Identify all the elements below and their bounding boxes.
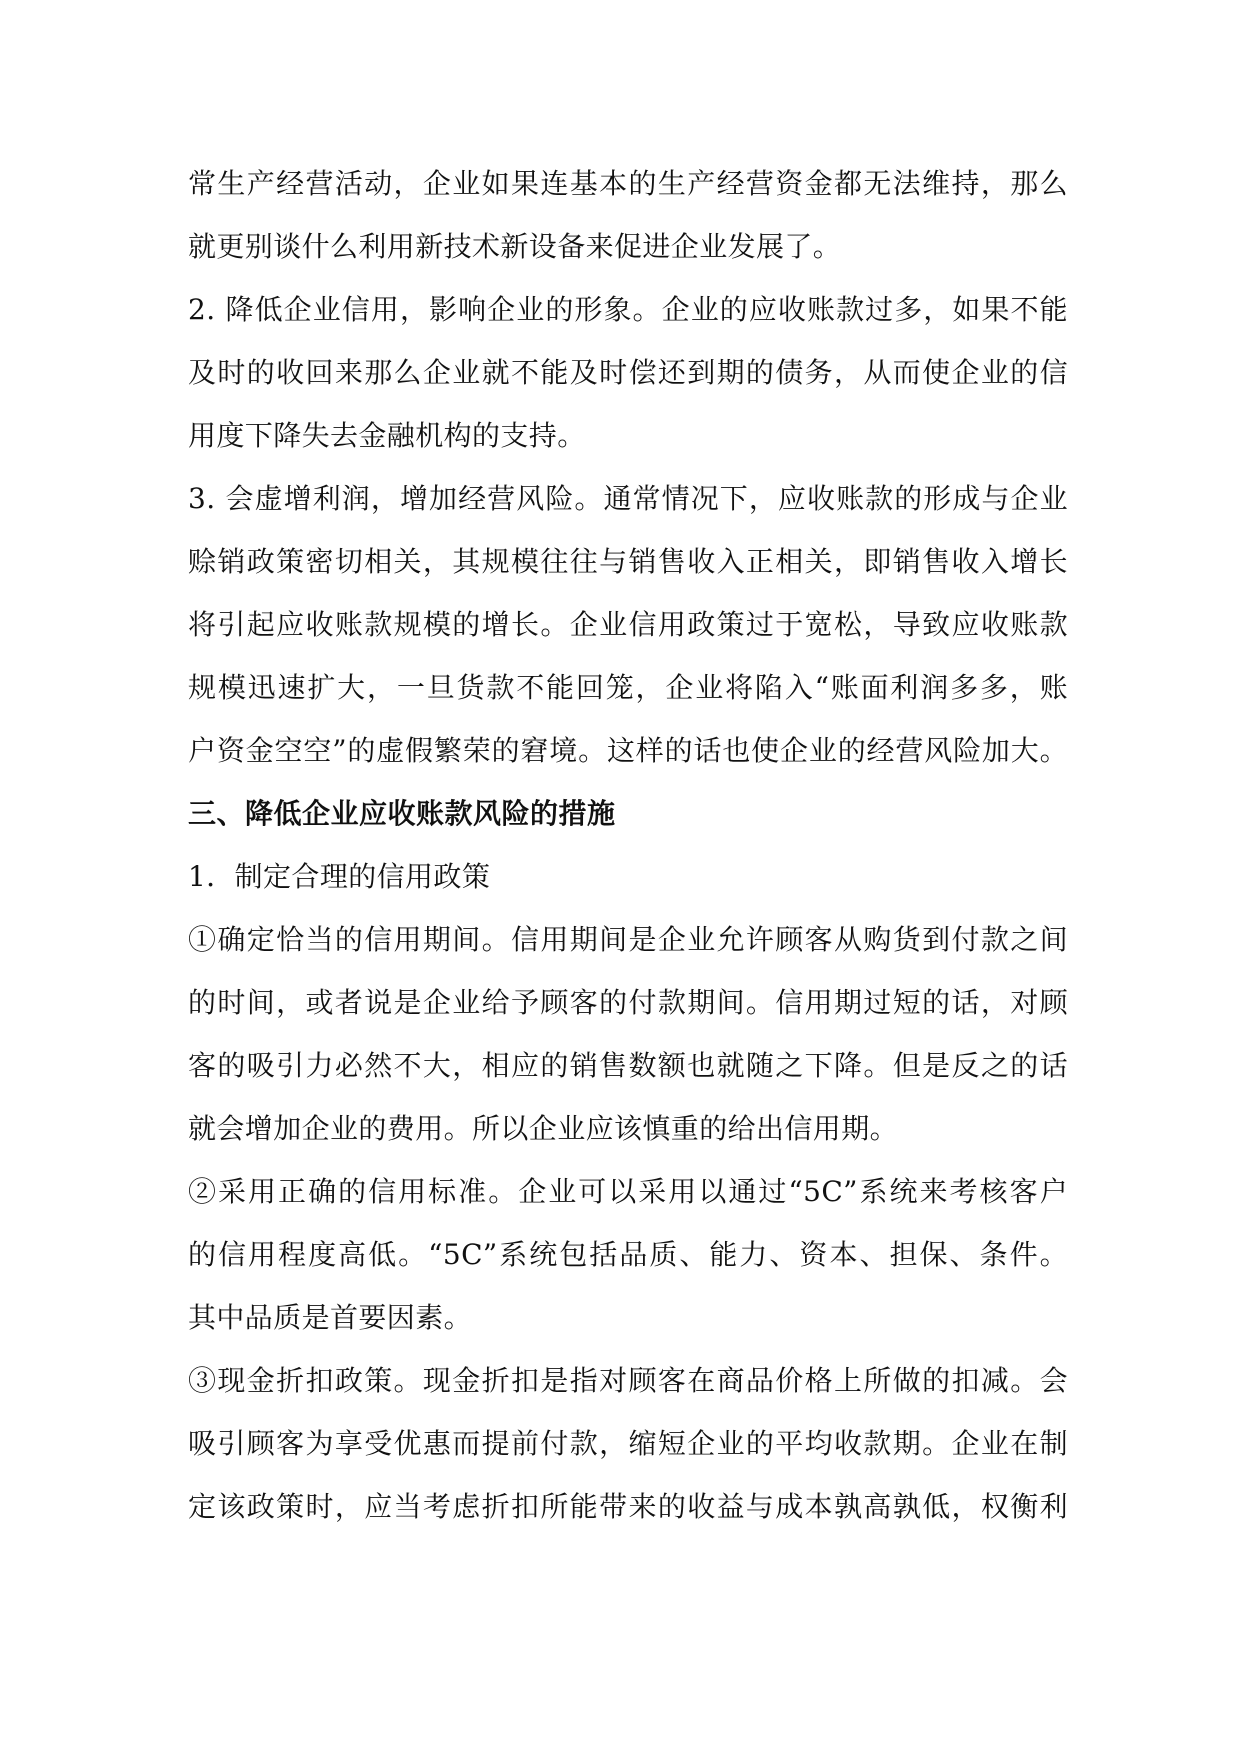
section-heading: 三、降低企业应收账款风险的措施 bbox=[188, 797, 616, 830]
body-text-line: ②采用正确的信用标准。企业可以采用以通过“5C”系统来考核客户 bbox=[188, 1175, 1068, 1208]
body-text-line: ③现金折扣政策。现金折扣是指对顾客在商品价格上所做的扣减。会 bbox=[188, 1364, 1068, 1397]
body-text-line: 将引起应收账款规模的增长。企业信用政策过于宽松，导致应收账款 bbox=[188, 608, 1068, 641]
body-text-line: 户资金空空”的虚假繁荣的窘境。这样的话也使企业的经营风险加大。 bbox=[188, 734, 1068, 767]
body-text-line: 的信用程度高低。“5C”系统包括品质、能力、资本、担保、条件。 bbox=[188, 1238, 1068, 1271]
body-text-line: 客的吸引力必然不大，相应的销售数额也就随之下降。但是反之的话 bbox=[188, 1049, 1068, 1082]
body-text-line: 用度下降失去金融机构的支持。 bbox=[188, 419, 586, 452]
body-text-line: 就更别谈什么利用新技术新设备来促进企业发展了。 bbox=[188, 230, 842, 263]
body-text-line: 吸引顾客为享受优惠而提前付款，缩短企业的平均收款期。企业在制 bbox=[188, 1427, 1068, 1460]
body-text-line: 常生产经营活动，企业如果连基本的生产经营资金都无法维持，那么 bbox=[188, 167, 1068, 200]
body-text-line: 定该政策时，应当考虑折扣所能带来的收益与成本孰高孰低，权衡利 bbox=[188, 1490, 1068, 1523]
body-text-line: ①确定恰当的信用期间。信用期间是企业允许顾客从购货到付款之间 bbox=[188, 923, 1068, 956]
body-text-line: 其中品质是首要因素。 bbox=[188, 1301, 473, 1334]
subsection-heading: 1．制定合理的信用政策 bbox=[188, 860, 491, 893]
body-text-line: 2. 降低企业信用，影响企业的形象。企业的应收账款过多，如果不能 bbox=[188, 293, 1068, 326]
body-text-line: 及时的收回来那么企业就不能及时偿还到期的债务，从而使企业的信 bbox=[188, 356, 1068, 389]
body-text-line: 的时间，或者说是企业给予顾客的付款期间。信用期过短的话，对顾 bbox=[188, 986, 1068, 1019]
body-text-line: 规模迅速扩大，一旦货款不能回笼，企业将陷入“账面利润多多，账 bbox=[188, 671, 1068, 704]
body-text-line: 赊销政策密切相关，其规模往往与销售收入正相关，即销售收入增长 bbox=[188, 545, 1068, 578]
body-text-line: 3. 会虚增利润，增加经营风险。通常情况下，应收账款的形成与企业 bbox=[188, 482, 1068, 515]
body-text-line: 就会增加企业的费用。所以企业应该慎重的给出信用期。 bbox=[188, 1112, 899, 1145]
